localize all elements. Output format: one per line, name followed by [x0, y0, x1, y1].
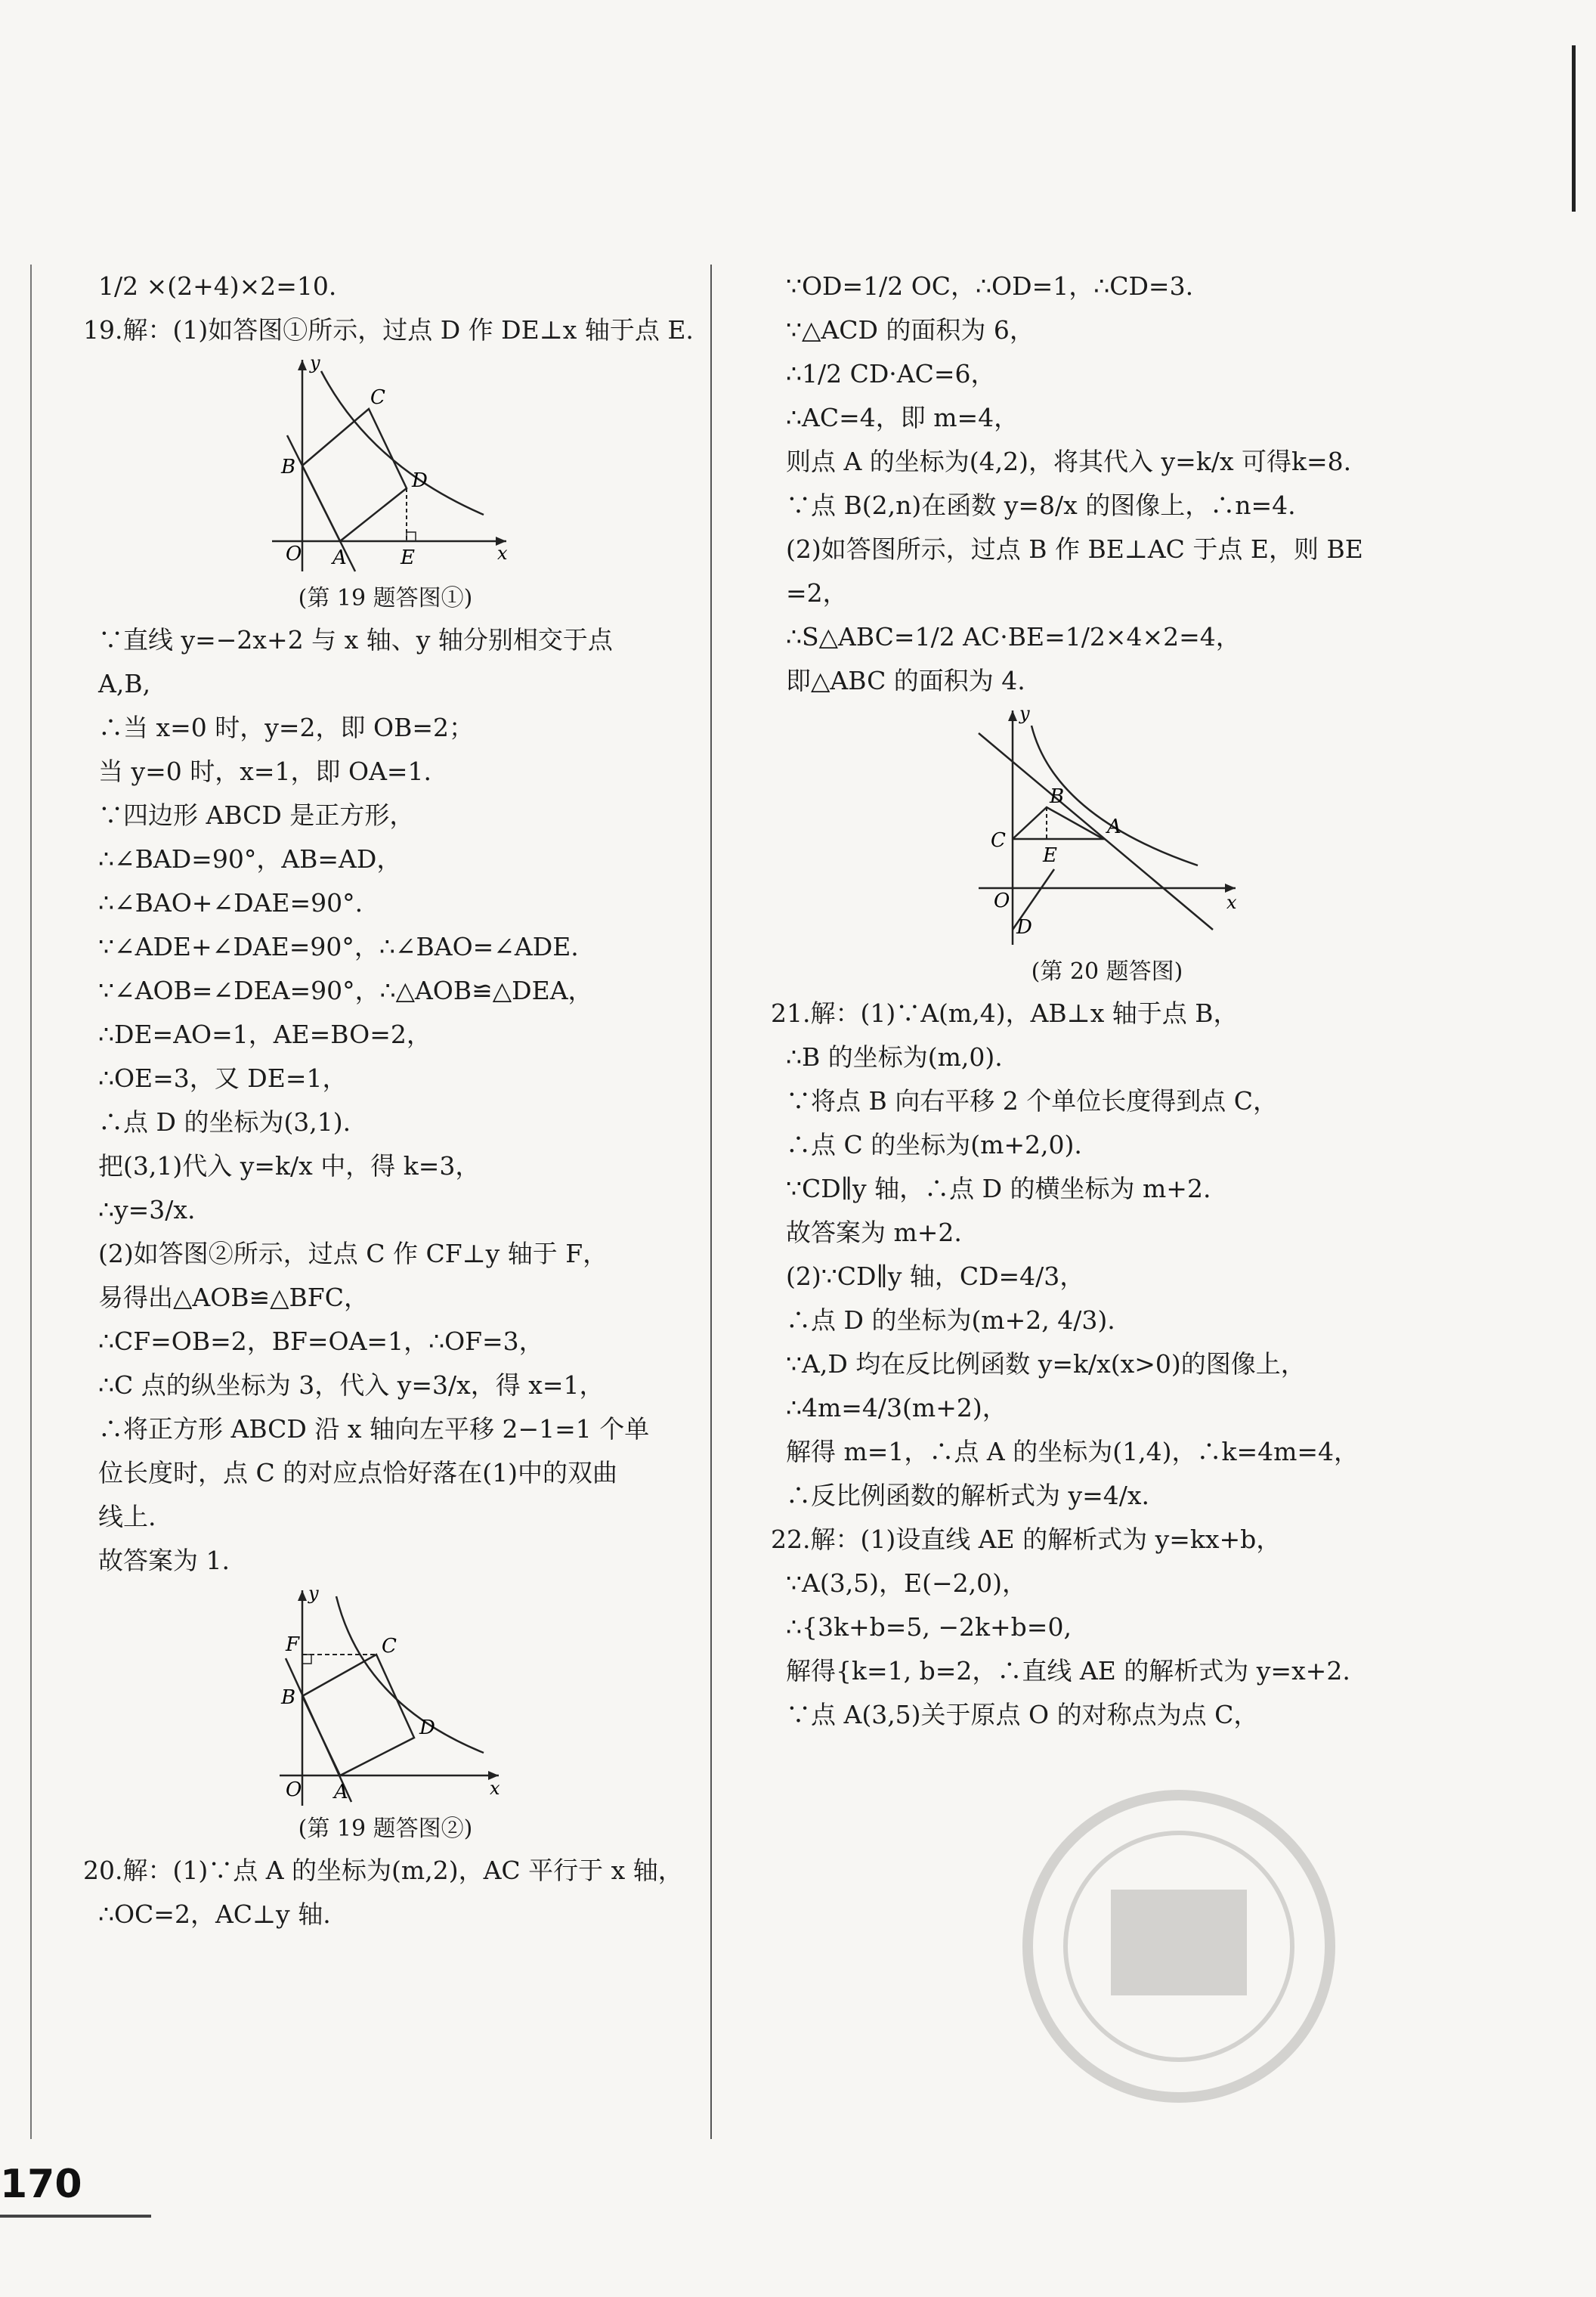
page-edge-mark	[1572, 45, 1576, 212]
text-line: ∴AC=4，即 m=4，	[786, 403, 1019, 432]
text-line: (2)如答图所示，过点 B 作 BE⊥AC 于点 E，则 BE	[786, 534, 1363, 564]
text-line: 线上.	[98, 1502, 156, 1531]
text-line: ∵△ACD 的面积为 6，	[786, 315, 1035, 345]
label-d: D	[412, 469, 428, 492]
figure-19-2	[264, 1583, 506, 1809]
text-line: ∵点 B(2,n)在函数 y=8/x 的图像上，∴n=4.	[786, 491, 1296, 520]
svg-text:B: B	[281, 1686, 296, 1709]
text-line: ∵CD∥y 轴，∴点 D 的横坐标为 m+2.	[786, 1174, 1211, 1203]
text-line: ∴OC=2，AC⊥y 轴.	[98, 1899, 331, 1929]
text-line: ∴1/2 CD·AC=6，	[786, 359, 996, 389]
text-line: ∴CF=OB=2，BF=OA=1，∴OF=3，	[98, 1327, 544, 1356]
label-c: C	[370, 386, 385, 409]
label-e: E	[401, 546, 415, 569]
text-line: ∵A(3,5)，E(−2,0)，	[786, 1568, 1028, 1598]
figure-caption: (第 19 题答图②)	[298, 1816, 473, 1842]
page-number-underline	[0, 2215, 151, 2218]
svg-text:D: D	[1016, 916, 1032, 939]
svg-text:C: C	[991, 829, 1006, 852]
triangle-abc	[1013, 807, 1103, 839]
text-line: =2，	[786, 578, 848, 608]
text-line: ∴点 D 的坐标为(m+2, 4/3).	[786, 1305, 1115, 1335]
text-line: ∴∠BAD=90°，AB=AD，	[98, 844, 402, 874]
text-line: (2)如答图②所示，过点 C 作 CF⊥y 轴于 F，	[98, 1239, 608, 1268]
text-line: ∴S△ABC=1/2 AC·BE=1/2×4×2=4，	[786, 622, 1241, 652]
svg-text:O: O	[994, 890, 1010, 912]
label-x: x	[497, 543, 508, 564]
svg-text:y: y	[1019, 703, 1030, 724]
text-line: 故答案为 1.	[98, 1546, 230, 1575]
right-column	[771, 265, 1443, 1737]
svg-text:C: C	[382, 1635, 397, 1658]
square-abcd	[302, 409, 407, 541]
text-line: ∴B 的坐标为(m,0).	[786, 1042, 1003, 1072]
text-line: 解得{k=1, b=2，∴直线 AE 的解析式为 y=x+2.	[786, 1656, 1350, 1686]
figure-20	[971, 703, 1243, 952]
figure-caption: (第 20 题答图)	[1031, 958, 1183, 985]
text-line: 位长度时，点 C 的对应点恰好落在(1)中的双曲	[98, 1458, 617, 1487]
text-line: 易得出△AOB≌△BFC，	[98, 1283, 369, 1312]
problem-22-header: 22.解：(1)设直线 AE 的解析式为 y=kx+b，	[771, 1525, 1282, 1554]
text-line: A,B,	[98, 669, 151, 698]
label-o: O	[286, 543, 302, 565]
svg-text:F: F	[286, 1633, 300, 1656]
text-line: (2)∵CD∥y 轴，CD=4/3，	[786, 1261, 1085, 1291]
figure-19-1	[257, 352, 514, 579]
text-line: ∵A,D 均在反比例函数 y=k/x(x>0)的图像上，	[786, 1349, 1306, 1379]
left-column	[83, 265, 694, 1936]
text-line: ∴点 D 的坐标为(3,1).	[98, 1107, 351, 1137]
text-line: ∵OD=1/2 OC，∴OD=1，∴CD=3.	[786, 271, 1194, 301]
svg-text:O: O	[286, 1778, 302, 1801]
watermark-seal	[982, 1784, 1375, 2109]
square-abcd	[302, 1655, 414, 1775]
text-line: ∵点 A(3,5)关于原点 O 的对称点为点 C，	[786, 1700, 1259, 1729]
text-line: ∴当 x=0 时，y=2，即 OB=2；	[98, 713, 474, 742]
svg-text:y: y	[308, 1583, 319, 1604]
label-y: y	[310, 352, 320, 373]
problem-21-header: 21.解：(1)∵A(m,4)，AB⊥x 轴于点 B，	[771, 998, 1239, 1028]
page-number: 170	[0, 2162, 82, 2207]
text-line: ∴OE=3，又 DE=1，	[98, 1063, 348, 1093]
svg-text:x: x	[1226, 892, 1237, 913]
text-line: ∴反比例函数的解析式为 y=4/x.	[786, 1481, 1149, 1510]
text-line: ∵∠AOB=∠DEA=90°，∴△AOB≌△DEA，	[98, 976, 593, 1005]
text-line: ∴将正方形 ABCD 沿 x 轴向左平移 2−1=1 个单	[98, 1414, 650, 1444]
text-line: ∴C 点的纵坐标为 3，代入 y=3/x，得 x=1，	[98, 1370, 605, 1400]
svg-text:x: x	[490, 1778, 500, 1799]
text-line: ∵将点 B 向右平移 2 个单位长度得到点 C，	[786, 1086, 1278, 1116]
svg-text:D: D	[419, 1717, 435, 1739]
text-line: ∴DE=AO=1，AE=BO=2，	[98, 1020, 431, 1049]
text-line: 故答案为 m+2.	[786, 1218, 962, 1247]
label-b: B	[281, 456, 296, 478]
problem-20-header: 20.解：(1)∵点 A 的坐标为(m,2)，AC 平行于 x 轴，	[83, 1856, 683, 1885]
text-line: ∵四边形 ABCD 是正方形，	[98, 800, 415, 830]
svg-text:A: A	[1107, 816, 1121, 838]
text-line: ∵∠ADE+∠DAE=90°，∴∠BAO=∠ADE.	[98, 932, 579, 961]
text-line: 即△ABC 的面积为 4.	[786, 666, 1025, 695]
text-line: ∴{3k+b=5, −2k+b=0,	[786, 1612, 1072, 1642]
text-line: 解得 m=1，∴点 A 的坐标为(1,4)，∴k=4m=4，	[786, 1437, 1359, 1466]
label-a: A	[332, 546, 347, 569]
text-line: 1/2 ×(2+4)×2=10.	[98, 271, 337, 301]
text-line: ∵直线 y=−2x+2 与 x 轴、y 轴分别相交于点	[98, 625, 613, 655]
problem-19-header: 19.解：(1)如答图①所示，过点 D 作 DE⊥x 轴于点 E.	[83, 315, 694, 345]
text-line: 则点 A 的坐标为(4,2)，将其代入 y=k/x 可得k=8.	[786, 447, 1352, 476]
hyperbola	[321, 371, 484, 515]
column-divider	[710, 265, 712, 2139]
figure-caption: (第 19 题答图①)	[298, 585, 473, 611]
left-margin-rule	[30, 265, 32, 2139]
text-line: 把(3,1)代入 y=k/x 中，得 k=3，	[98, 1151, 481, 1181]
text-line: ∴y=3/x.	[98, 1195, 196, 1224]
svg-text:E: E	[1043, 844, 1057, 867]
svg-text:A: A	[334, 1781, 348, 1803]
text-line: ∴点 C 的坐标为(m+2,0).	[786, 1130, 1082, 1159]
svg-text:B: B	[1050, 785, 1065, 808]
text-line: 当 y=0 时，x=1，即 OA=1.	[98, 757, 432, 786]
text-line: ∴∠BAO+∠DAE=90°.	[98, 888, 363, 918]
text-line: ∴4m=4/3(m+2)，	[786, 1393, 1007, 1422]
